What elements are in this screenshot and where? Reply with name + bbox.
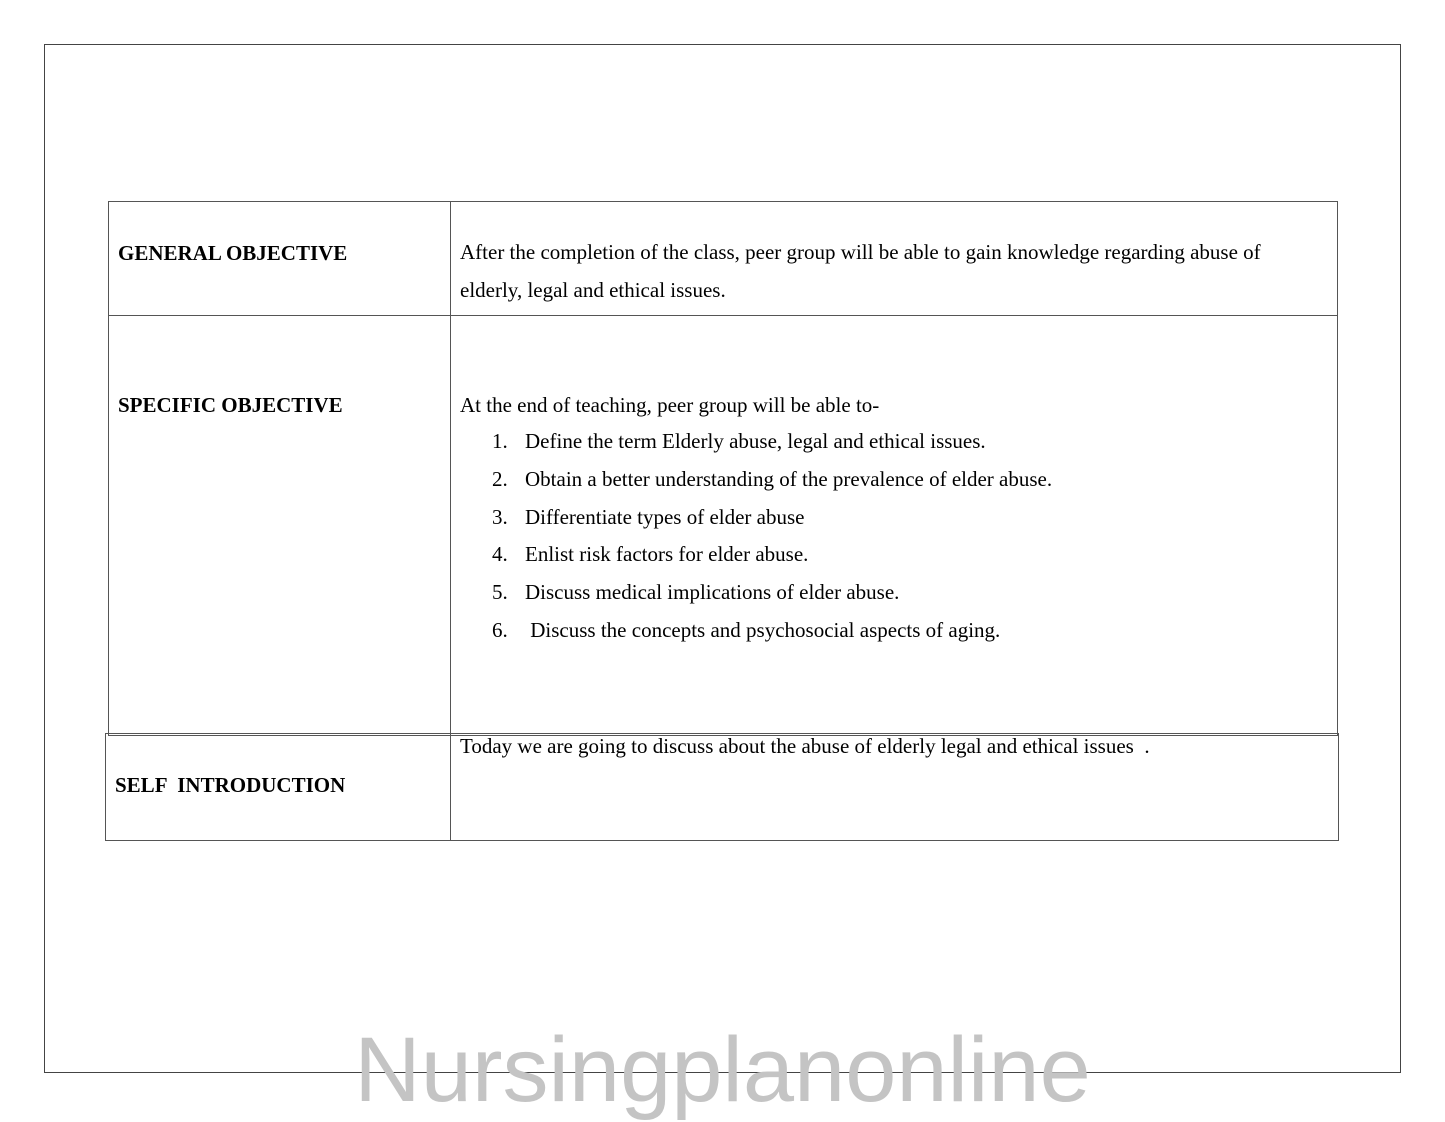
specific-objective-intro: At the end of teaching, peer group will be able to- — [460, 393, 880, 417]
watermark: Nursingplanonline — [354, 1019, 1091, 1121]
list-item — [492, 536, 1052, 574]
list-item-number: 4. — [492, 542, 508, 567]
list-item-number: 6. — [492, 617, 508, 642]
specific-objective-label: SPECIFIC OBJECTIVE — [118, 393, 343, 417]
list-item-text: Discuss the concepts and psychosocial aspects of aging. — [525, 617, 1001, 642]
list-item-text: Differentiate types of elder abuse — [525, 504, 805, 529]
specific-objective-label-cell — [108, 315, 451, 736]
list-item — [492, 423, 1052, 461]
self-introduction-text: Today we are going to discuss about the abuse of elderly legal and ethical issues . — [460, 734, 1150, 758]
self-introduction-label: SELF INTRODUCTION — [115, 773, 346, 797]
general-objective-label: GENERAL OBJECTIVE — [118, 241, 348, 265]
list-item-number: 1. — [492, 429, 508, 453]
list-item — [492, 612, 1052, 650]
list-item-text: Enlist risk factors for elder abuse. — [525, 542, 809, 567]
list-item-text: Obtain a better understanding of the prevalence of elder abuse. — [525, 466, 1053, 491]
general-objective-text: After the completion of the class, peer group will be able to gain knowledge regarding abuse of elderly, legal and ethical issues. — [460, 240, 1261, 302]
specific-objective-list — [492, 423, 1052, 650]
list-item-number: 3. — [492, 504, 508, 529]
list-item-text: Discuss medical implications of elder abuse. — [525, 580, 900, 605]
list-item-number: 2. — [492, 466, 508, 491]
list-item — [492, 574, 1052, 612]
list-item-number: 5. — [492, 580, 508, 605]
list-item — [492, 461, 1052, 499]
list-item-text: Define the term Elderly abuse, legal and ethical issues. — [525, 429, 986, 453]
list-item — [492, 499, 1052, 537]
